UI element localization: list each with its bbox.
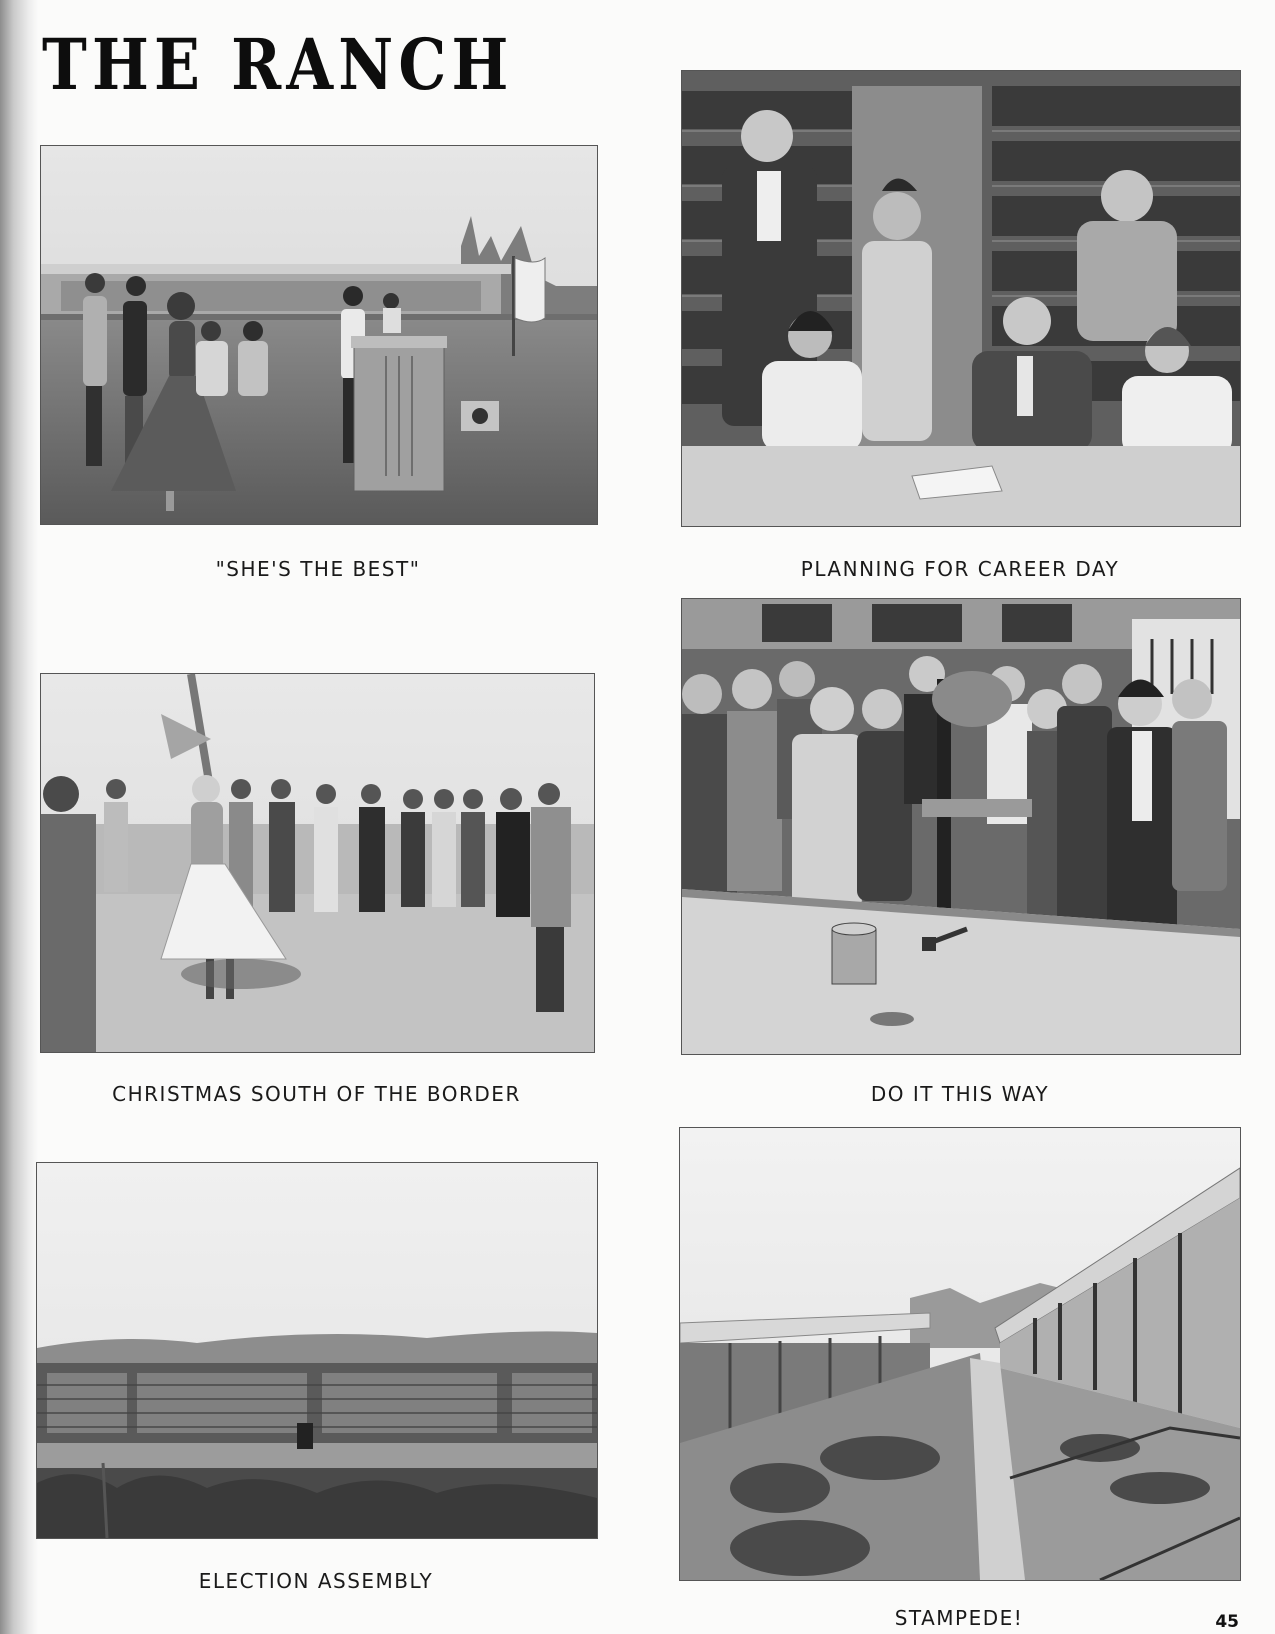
photo-shes-the-best <box>40 145 598 525</box>
page-title: THE RANCH <box>42 23 514 106</box>
binding-shadow <box>0 0 38 1634</box>
caption-christmas-south-of-the-border: CHRISTMAS SOUTH OF THE BORDER <box>112 1082 521 1106</box>
photo-planning-for-career-day <box>681 70 1241 527</box>
photo-stampede <box>679 1127 1241 1581</box>
caption-election-assembly: ELECTION ASSEMBLY <box>198 1569 434 1593</box>
page-number: 45 <box>1215 1612 1239 1632</box>
caption-do-it-this-way: DO IT THIS WAY <box>870 1082 1050 1106</box>
photo-christmas-south-of-the-border <box>40 673 595 1053</box>
caption-shes-the-best: "SHE'S THE BEST" <box>215 557 421 581</box>
photo-do-it-this-way <box>681 598 1241 1055</box>
photo-election-assembly <box>36 1162 598 1539</box>
caption-planning-for-career-day: PLANNING FOR CAREER DAY <box>800 557 1120 581</box>
caption-stampede: STAMPEDE! <box>894 1606 1024 1630</box>
